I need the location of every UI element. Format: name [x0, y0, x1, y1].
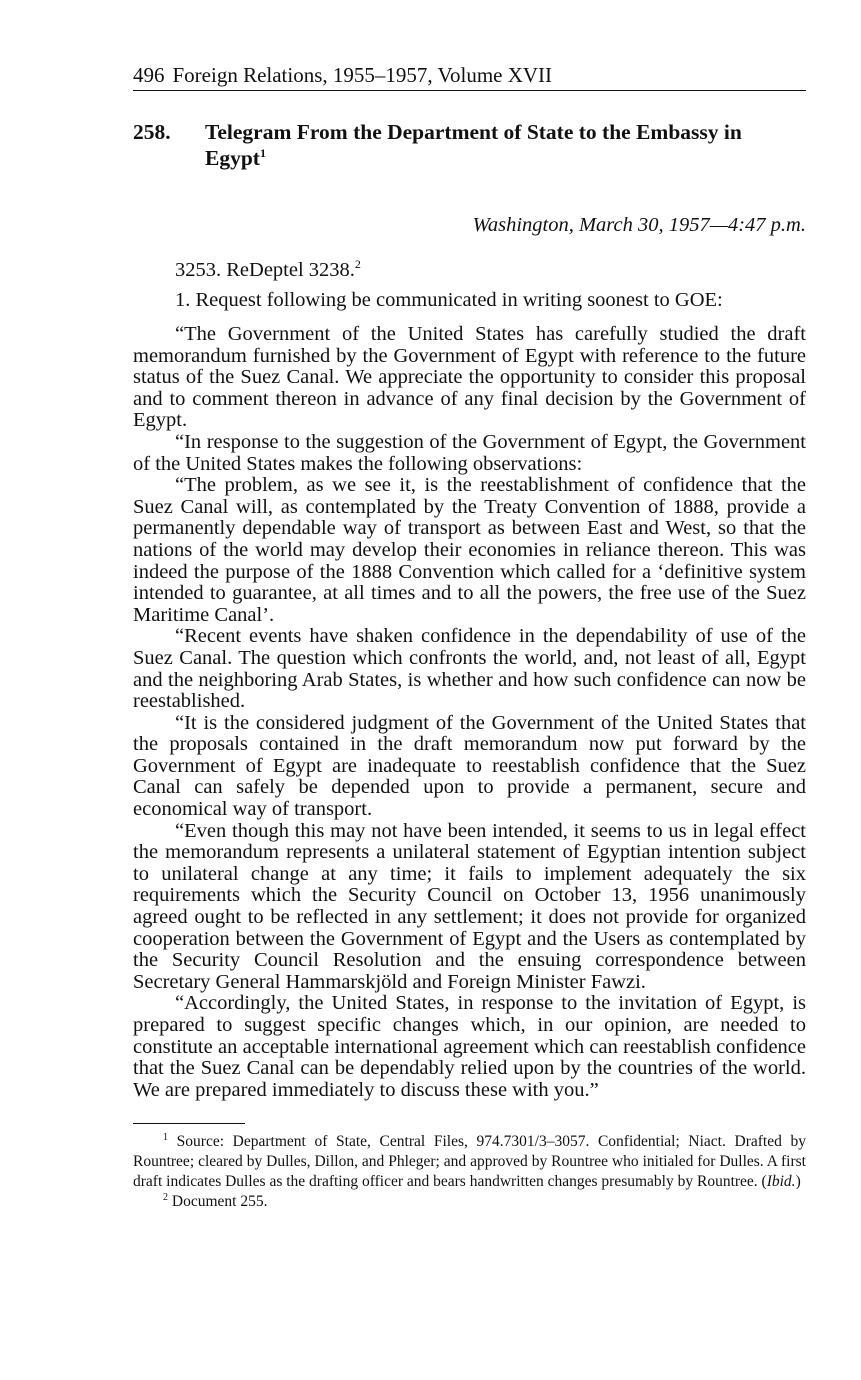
footnote-1-text: Source: Department of State, Central Files, 974.7301/3–3057. Confidential; Niact. Drafted by Rountree; cleared by Dulles, Dillon, and Phleger; and approved by Rountree who initialed for Dulles. A first draft indicates Dulles as the drafting officer and bears handwritten changes presumably by Rountree. (: [133, 1133, 806, 1191]
footnote-marker-1: 1: [259, 145, 266, 160]
document-heading: [133, 119, 806, 171]
footnote-1-marker: 1: [163, 1132, 168, 1144]
footnote-divider: [133, 1123, 245, 1124]
quote-paragraph: “Even though this may not have been intended, it seems to us in legal effect the memorandum represents a unilateral statement of Egyptian intention subject to unilateral change at any time; it fails to implement adequately the six requirements which the Security Council on October 13, 1956 unanimously agreed ought to be reflected in any settlement; it does not provide for organized cooperation between the Government of Egypt and the Users as contemplated by the Security Council Resolution and the ensuing correspondence between Secretary General Hammarskjöld and Foreign Minister Fawzi.: [133, 819, 806, 993]
dateline: Washington, March 30, 1957—4:47 p.m.: [472, 214, 806, 236]
series-title: Foreign Relations, 1955–1957, Volume XVII: [172, 63, 553, 87]
reference-text: 3253. ReDeptel 3238.: [175, 259, 355, 281]
quote-paragraph: “In response to the suggestion of the Government of Egypt, the Government of the United States makes the following observations:: [133, 430, 806, 475]
document-page: [133, 62, 806, 1212]
document-number: 258.: [133, 120, 171, 144]
page-number: 496: [133, 63, 165, 87]
footnotes: [133, 1132, 806, 1212]
footnote-2: [133, 1192, 806, 1212]
quote-paragraph: “The problem, as we see it, is the reestablishment of confidence that the Suez Canal will, as contemplated by the Treaty Convention of 1888, provide a permanently dependable way of transport as between East and West, so that the nations of the world may develop their economies in reliance thereon. This was indeed the purpose of the 1888 Convention which called for a ‘definitive system intended to guarantee, at all times and to all the powers, the free use of the Suez Maritime Canal’.: [133, 474, 806, 626]
quote-paragraph: “Recent events have shaken confidence in the dependability of use of the Suez Canal. The question which confronts the world, and, not least of all, Egypt and the neighboring Arab States, is whether and how such confidence can now be reestablished.: [133, 625, 806, 713]
quote-paragraph: “Accordingly, the United States, in response to the invitation of Egypt, is prepared to suggest specific changes which, in our opinion, are needed to constitute an acceptable international agreement which can reestablish confidence that the Suez Canal can be dependably relied upon by the countries of the world. We are prepared immediately to discuss these with you.”: [133, 992, 806, 1101]
footnote-1-text-end: ): [795, 1173, 801, 1191]
document-title-text: Telegram From the Department of State to the Embassy in Egypt: [205, 120, 742, 170]
footnote-2-marker: 2: [163, 1192, 168, 1204]
instruction-line: 1. Request following be communicated in writing soonest to GOE:: [175, 289, 723, 311]
footnote-marker-2: 2: [354, 257, 361, 272]
running-head: [133, 62, 806, 91]
telegram-body: [133, 258, 806, 1101]
footnote-1-italic: Ibid.: [766, 1173, 796, 1191]
quoted-note: [133, 324, 806, 1101]
footnote-1: [133, 1132, 806, 1192]
quote-paragraph: “The Government of the United States has carefully studied the draft memorandum furnished by the Government of Egypt with reference to the future status of the Suez Canal. We appreciate the opportunity to consider this proposal and to comment thereon in advance of any final decision by the Government of Egypt.: [133, 323, 806, 432]
reference-line: [133, 258, 806, 282]
quote-paragraph: “It is the considered judgment of the Government of the United States that the proposals contained in the draft memorandum now put forward by the Government of Egypt are inadequate to reestablish confidence that the Suez Canal can safely be depended upon to provide a permanent, secure and economical way of transport.: [133, 711, 806, 821]
document-title: [205, 119, 806, 171]
footnote-2-text: Document 255.: [171, 1193, 268, 1211]
